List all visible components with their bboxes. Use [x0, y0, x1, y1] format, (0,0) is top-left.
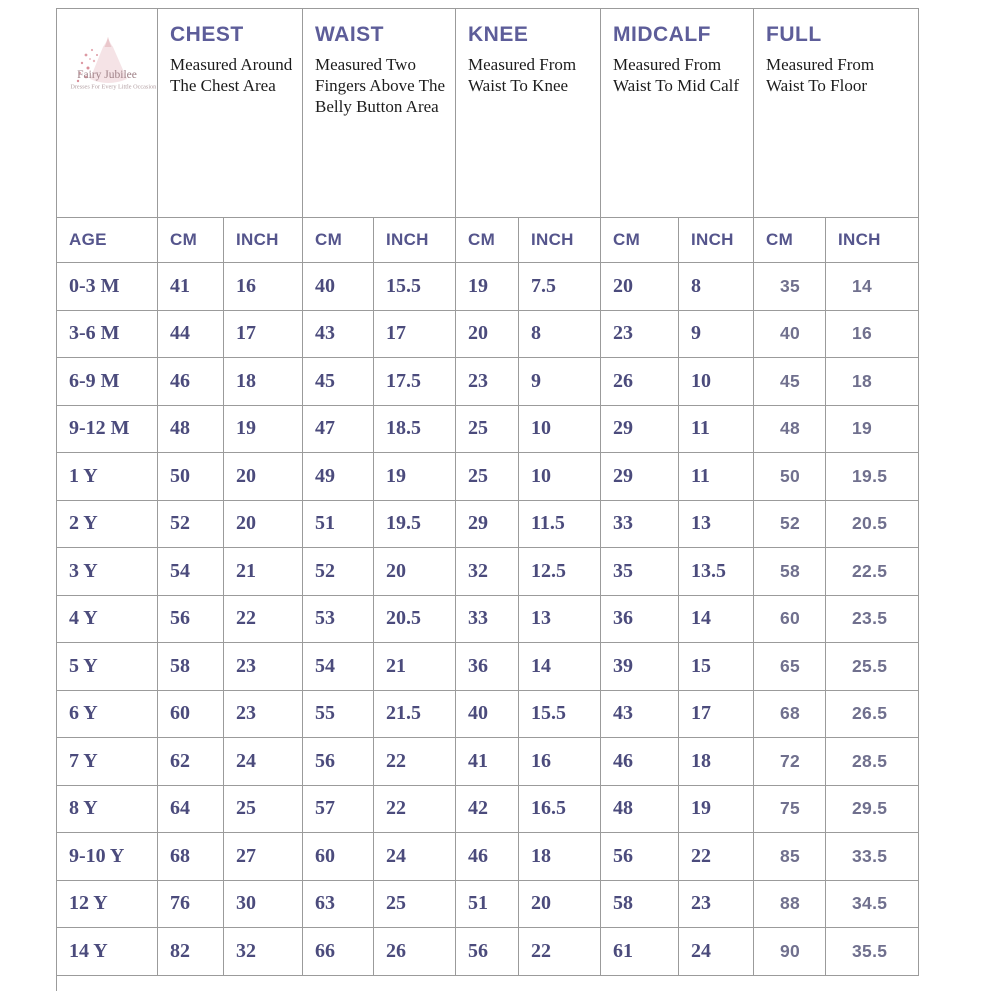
value-cell-waist_inch: 20	[374, 548, 456, 596]
value-cell-waist_cm: 63	[303, 881, 374, 929]
value-cell-midcalf_inch: 24	[679, 928, 754, 976]
value-cell-chest_inch: 30	[224, 881, 303, 929]
value-cell-chest_inch: 17	[224, 311, 303, 359]
table-edge-remnant-line	[56, 975, 57, 991]
value-cell-midcalf_cm: 39	[601, 643, 679, 691]
value-cell-full_cm: 75	[754, 786, 826, 834]
value-cell-chest_inch: 22	[224, 596, 303, 644]
value-cell-knee_cm: 40	[456, 691, 519, 739]
value-cell-waist_inch: 22	[374, 786, 456, 834]
value-cell-waist_inch: 19	[374, 453, 456, 501]
column-header-knee	[456, 9, 601, 218]
value-cell-knee_inch: 10	[519, 453, 601, 501]
value-cell-full_cm: 88	[754, 881, 826, 929]
value-cell-chest_cm: 82	[158, 928, 224, 976]
value-cell-full_cm: 65	[754, 643, 826, 691]
age-cell: 0-3 M	[57, 263, 158, 311]
age-cell: 1 Y	[57, 453, 158, 501]
value-cell-waist_cm: 53	[303, 596, 374, 644]
value-cell-chest_inch: 23	[224, 643, 303, 691]
value-cell-midcalf_inch: 14	[679, 596, 754, 644]
age-header: AGE	[57, 218, 158, 263]
midcalf-inch-header: INCH	[679, 218, 754, 263]
value-cell-midcalf_cm: 20	[601, 263, 679, 311]
value-cell-midcalf_cm: 26	[601, 358, 679, 406]
age-cell: 9-12 M	[57, 406, 158, 454]
value-cell-full_cm: 85	[754, 833, 826, 881]
midcalf-description: Measured From Waist To Mid Calf	[613, 55, 740, 96]
age-cell: 6 Y	[57, 691, 158, 739]
value-cell-full_cm: 52	[754, 501, 826, 549]
value-cell-knee_cm: 20	[456, 311, 519, 359]
logo-cell	[57, 9, 158, 218]
age-cell: 6-9 M	[57, 358, 158, 406]
value-cell-chest_cm: 76	[158, 881, 224, 929]
value-cell-midcalf_cm: 43	[601, 691, 679, 739]
value-cell-knee_inch: 11.5	[519, 501, 601, 549]
value-cell-chest_cm: 41	[158, 263, 224, 311]
value-cell-waist_cm: 57	[303, 786, 374, 834]
value-cell-midcalf_inch: 17	[679, 691, 754, 739]
chest-description: Measured Around The Chest Area	[170, 55, 293, 96]
value-cell-chest_cm: 50	[158, 453, 224, 501]
value-cell-knee_inch: 12.5	[519, 548, 601, 596]
value-cell-midcalf_inch: 13.5	[679, 548, 754, 596]
value-cell-knee_inch: 9	[519, 358, 601, 406]
value-cell-chest_inch: 18	[224, 358, 303, 406]
waist-title: WAIST	[315, 23, 384, 46]
value-cell-full_inch: 19.5	[826, 453, 919, 501]
value-cell-chest_cm: 56	[158, 596, 224, 644]
age-cell: 8 Y	[57, 786, 158, 834]
value-cell-full_cm: 40	[754, 311, 826, 359]
value-cell-full_cm: 35	[754, 263, 826, 311]
value-cell-midcalf_inch: 13	[679, 501, 754, 549]
value-cell-chest_inch: 24	[224, 738, 303, 786]
value-cell-waist_cm: 54	[303, 643, 374, 691]
value-cell-knee_cm: 19	[456, 263, 519, 311]
value-cell-chest_cm: 44	[158, 311, 224, 359]
value-cell-chest_cm: 52	[158, 501, 224, 549]
value-cell-knee_cm: 46	[456, 833, 519, 881]
knee-title: KNEE	[468, 23, 529, 46]
size-chart-table	[56, 8, 919, 976]
column-header-chest	[158, 9, 303, 218]
full-cm-header: CM	[754, 218, 826, 263]
value-cell-chest_cm: 54	[158, 548, 224, 596]
value-cell-midcalf_cm: 48	[601, 786, 679, 834]
value-cell-knee_inch: 15.5	[519, 691, 601, 739]
age-cell: 14 Y	[57, 928, 158, 976]
value-cell-knee_cm: 32	[456, 548, 519, 596]
chest-cm-header: CM	[158, 218, 224, 263]
value-cell-knee_inch: 10	[519, 406, 601, 454]
value-cell-full_inch: 33.5	[826, 833, 919, 881]
waist-inch-header: INCH	[374, 218, 456, 263]
value-cell-chest_inch: 27	[224, 833, 303, 881]
value-cell-midcalf_inch: 15	[679, 643, 754, 691]
value-cell-waist_inch: 25	[374, 881, 456, 929]
knee-description: Measured From Waist To Knee	[468, 55, 577, 96]
value-cell-knee_inch: 7.5	[519, 263, 601, 311]
value-cell-knee_inch: 20	[519, 881, 601, 929]
value-cell-midcalf_cm: 29	[601, 406, 679, 454]
value-cell-knee_inch: 8	[519, 311, 601, 359]
value-cell-full_cm: 90	[754, 928, 826, 976]
value-cell-knee_cm: 23	[456, 358, 519, 406]
value-cell-knee_cm: 51	[456, 881, 519, 929]
value-cell-chest_inch: 25	[224, 786, 303, 834]
value-cell-chest_cm: 46	[158, 358, 224, 406]
value-cell-full_inch: 18	[826, 358, 919, 406]
value-cell-waist_cm: 45	[303, 358, 374, 406]
age-cell: 4 Y	[57, 596, 158, 644]
value-cell-knee_inch: 16	[519, 738, 601, 786]
age-cell: 7 Y	[57, 738, 158, 786]
value-cell-waist_cm: 60	[303, 833, 374, 881]
value-cell-waist_inch: 26	[374, 928, 456, 976]
value-cell-waist_inch: 22	[374, 738, 456, 786]
waist-description: Measured Two Fingers Above The Belly Button Area	[315, 55, 446, 117]
value-cell-waist_cm: 51	[303, 501, 374, 549]
value-cell-chest_cm: 58	[158, 643, 224, 691]
value-cell-midcalf_cm: 33	[601, 501, 679, 549]
brand-tagline: Dresses For Every Little Occasion	[70, 83, 157, 91]
value-cell-midcalf_inch: 23	[679, 881, 754, 929]
value-cell-midcalf_cm: 23	[601, 311, 679, 359]
value-cell-waist_inch: 20.5	[374, 596, 456, 644]
value-cell-midcalf_inch: 19	[679, 786, 754, 834]
value-cell-chest_inch: 21	[224, 548, 303, 596]
value-cell-knee_inch: 14	[519, 643, 601, 691]
value-cell-waist_cm: 47	[303, 406, 374, 454]
value-cell-chest_inch: 23	[224, 691, 303, 739]
knee-cm-header: CM	[456, 218, 519, 263]
value-cell-full_cm: 72	[754, 738, 826, 786]
waist-cm-header: CM	[303, 218, 374, 263]
value-cell-chest_inch: 20	[224, 453, 303, 501]
value-cell-knee_cm: 41	[456, 738, 519, 786]
value-cell-waist_cm: 40	[303, 263, 374, 311]
value-cell-waist_inch: 24	[374, 833, 456, 881]
age-cell: 2 Y	[57, 501, 158, 549]
value-cell-chest_inch: 19	[224, 406, 303, 454]
value-cell-chest_cm: 48	[158, 406, 224, 454]
value-cell-waist_cm: 56	[303, 738, 374, 786]
age-cell: 3-6 M	[57, 311, 158, 359]
age-cell: 3 Y	[57, 548, 158, 596]
value-cell-chest_inch: 20	[224, 501, 303, 549]
value-cell-full_inch: 29.5	[826, 786, 919, 834]
value-cell-knee_cm: 25	[456, 406, 519, 454]
value-cell-full_cm: 58	[754, 548, 826, 596]
value-cell-knee_inch: 18	[519, 833, 601, 881]
value-cell-full_inch: 26.5	[826, 691, 919, 739]
value-cell-waist_inch: 15.5	[374, 263, 456, 311]
brand-logo	[60, 35, 157, 113]
value-cell-midcalf_cm: 58	[601, 881, 679, 929]
value-cell-full_inch: 23.5	[826, 596, 919, 644]
value-cell-midcalf_cm: 29	[601, 453, 679, 501]
value-cell-full_inch: 28.5	[826, 738, 919, 786]
value-cell-full_cm: 68	[754, 691, 826, 739]
value-cell-full_cm: 50	[754, 453, 826, 501]
value-cell-waist_cm: 66	[303, 928, 374, 976]
midcalf-cm-header: CM	[601, 218, 679, 263]
value-cell-waist_inch: 18.5	[374, 406, 456, 454]
age-cell: 9-10 Y	[57, 833, 158, 881]
brand-name: Fairy Jubilee	[77, 69, 137, 81]
value-cell-chest_inch: 16	[224, 263, 303, 311]
value-cell-midcalf_inch: 22	[679, 833, 754, 881]
chest-inch-header: INCH	[224, 218, 303, 263]
value-cell-knee_cm: 33	[456, 596, 519, 644]
value-cell-chest_cm: 68	[158, 833, 224, 881]
value-cell-full_inch: 19	[826, 406, 919, 454]
value-cell-full_inch: 14	[826, 263, 919, 311]
value-cell-chest_cm: 62	[158, 738, 224, 786]
value-cell-midcalf_inch: 18	[679, 738, 754, 786]
value-cell-knee_cm: 25	[456, 453, 519, 501]
value-cell-knee_inch: 16.5	[519, 786, 601, 834]
value-cell-knee_inch: 13	[519, 596, 601, 644]
value-cell-midcalf_inch: 10	[679, 358, 754, 406]
value-cell-midcalf_cm: 61	[601, 928, 679, 976]
value-cell-waist_cm: 55	[303, 691, 374, 739]
value-cell-knee_cm: 36	[456, 643, 519, 691]
value-cell-midcalf_inch: 11	[679, 453, 754, 501]
full-description: Measured From Waist To Floor	[766, 55, 875, 96]
value-cell-full_inch: 35.5	[826, 928, 919, 976]
value-cell-waist_inch: 19.5	[374, 501, 456, 549]
value-cell-midcalf_cm: 36	[601, 596, 679, 644]
full-title: FULL	[766, 23, 822, 46]
age-cell: 5 Y	[57, 643, 158, 691]
midcalf-title: MIDCALF	[613, 23, 711, 46]
value-cell-midcalf_inch: 11	[679, 406, 754, 454]
column-header-midcalf	[601, 9, 754, 218]
value-cell-full_inch: 20.5	[826, 501, 919, 549]
value-cell-midcalf_cm: 35	[601, 548, 679, 596]
value-cell-waist_cm: 49	[303, 453, 374, 501]
value-cell-chest_cm: 60	[158, 691, 224, 739]
value-cell-midcalf_inch: 9	[679, 311, 754, 359]
value-cell-waist_inch: 17	[374, 311, 456, 359]
value-cell-full_cm: 48	[754, 406, 826, 454]
value-cell-full_cm: 60	[754, 596, 826, 644]
value-cell-full_inch: 22.5	[826, 548, 919, 596]
value-cell-full_inch: 34.5	[826, 881, 919, 929]
value-cell-knee_cm: 56	[456, 928, 519, 976]
value-cell-midcalf_cm: 46	[601, 738, 679, 786]
value-cell-midcalf_cm: 56	[601, 833, 679, 881]
knee-inch-header: INCH	[519, 218, 601, 263]
column-header-full	[754, 9, 919, 218]
value-cell-chest_inch: 32	[224, 928, 303, 976]
value-cell-chest_cm: 64	[158, 786, 224, 834]
value-cell-knee_inch: 22	[519, 928, 601, 976]
column-header-waist	[303, 9, 456, 218]
value-cell-waist_inch: 17.5	[374, 358, 456, 406]
value-cell-waist_cm: 52	[303, 548, 374, 596]
value-cell-knee_cm: 42	[456, 786, 519, 834]
value-cell-waist_inch: 21.5	[374, 691, 456, 739]
value-cell-waist_inch: 21	[374, 643, 456, 691]
full-inch-header: INCH	[826, 218, 919, 263]
value-cell-full_inch: 25.5	[826, 643, 919, 691]
value-cell-full_cm: 45	[754, 358, 826, 406]
value-cell-midcalf_inch: 8	[679, 263, 754, 311]
value-cell-waist_cm: 43	[303, 311, 374, 359]
value-cell-full_inch: 16	[826, 311, 919, 359]
age-cell: 12 Y	[57, 881, 158, 929]
value-cell-knee_cm: 29	[456, 501, 519, 549]
chest-title: CHEST	[170, 23, 244, 46]
